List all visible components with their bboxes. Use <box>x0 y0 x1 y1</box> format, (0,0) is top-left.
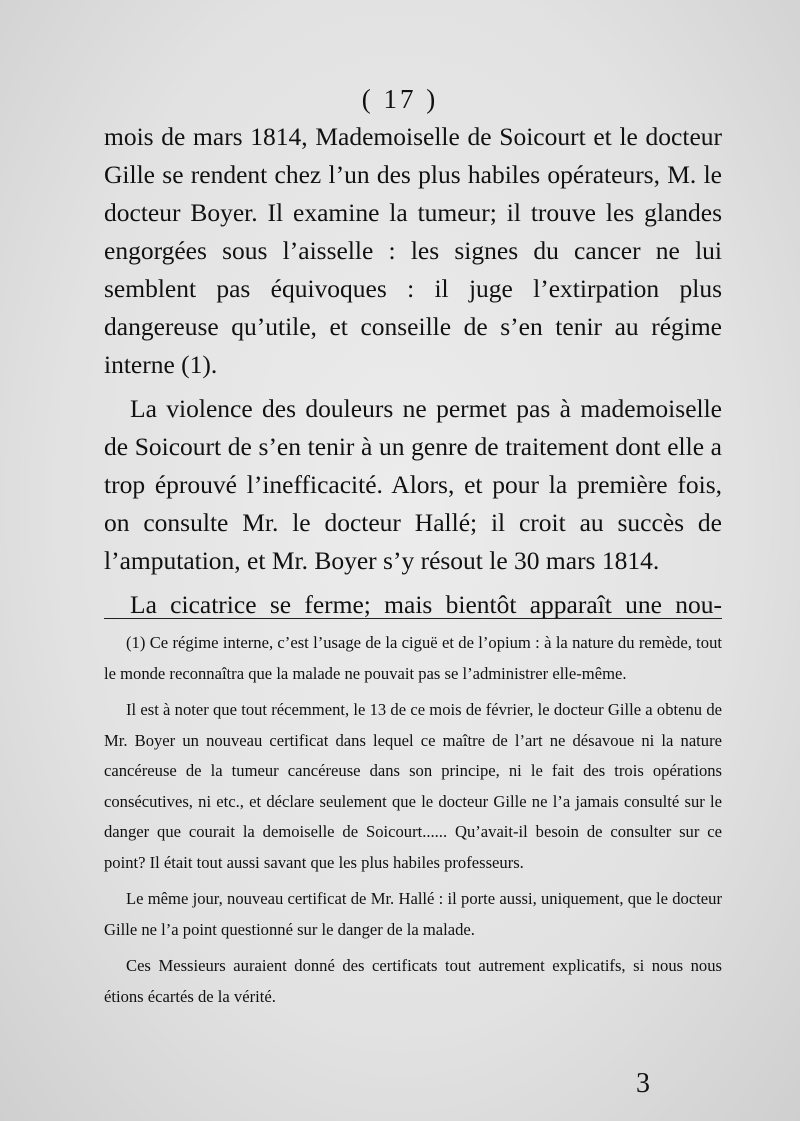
paragraph-2: La violence des douleurs ne permet pas à mademoiselle de Soicourt de s’en tenir à un genre de traitement dont elle a trop éprouvé l’inefficacité. Alors, et pour la première fois, on consulte Mr. le docteur Hallé; il croit au succès de l’amputation, et Mr. Boyer s’y résout le 30 mars 1814. <box>104 394 722 575</box>
footnote-1: (1) Ce régime interne, c’est l’usage de la ciguë et de l’opium : à la nature du remède, tout le monde reconnaîtra que la malade ne pouvait pas se l’administrer elle-même. <box>104 633 722 683</box>
paragraph-3: La cicatrice se ferme; mais bientôt apparaît une nou- <box>130 590 722 619</box>
footnotes <box>104 628 722 1012</box>
paragraph-1: mois de mars 1814, Mademoiselle de Soicourt et le docteur Gille se rendent chez l’un des plus habiles opérateurs, M. le docteur Boyer. Il examine la tumeur; il trouve les glandes engorgées sous l’aisselle : les signes du cancer ne lui semblent pas équivoques : il juge l’extirpation plus dangereuse qu’utile, et conseille de s’en tenir au régime interne (1). <box>104 122 722 379</box>
signature-mark: 3 <box>636 1068 650 1099</box>
footnote-2: Il est à noter que tout récemment, le 13 de ce mois de février, le docteur Gille a obtenu de Mr. Boyer un nouveau certificat dans lequel ce maître de l’art ne désavoue ni la nature cancéreuse de la tumeur cancéreuse dans son principe, ni le fait des trois opérations consécutives, ni etc., et déclare seulement que le docteur Gille ne l’a jamais consulté sur le danger que courait la demoiselle de Soicourt...... Qu’avait-il besoin de consulter sur ce point? Il était tout aussi savant que les plus habiles professeurs. <box>104 700 722 872</box>
main-text <box>104 118 722 624</box>
footnote-divider <box>104 618 722 619</box>
page-number: ( 17 ) <box>361 84 439 114</box>
footnote-3: Le même jour, nouveau certificat de Mr. Hallé : il porte aussi, uniquement, que le docteur Gille ne l’a point questionné sur le danger de la malade. <box>104 889 722 939</box>
footnote-4: Ces Messieurs auraient donné des certificats tout autrement explicatifs, si nous nous étions écartés de la vérité. <box>104 956 722 1006</box>
